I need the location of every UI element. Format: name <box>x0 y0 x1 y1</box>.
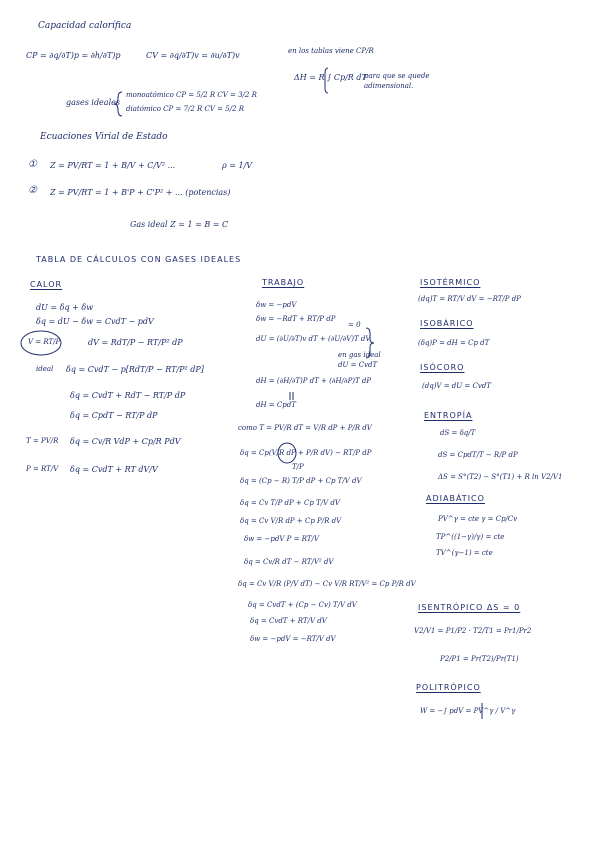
heat-eq-8: δq = CvdT + RT dV/V <box>70 465 158 474</box>
cp-definition: CP = ∂q/∂T)p = ∂h/∂T)p <box>26 51 121 60</box>
adiabatic-eq-3: TV^(γ−1) = cte <box>436 549 493 557</box>
work-eq-8: δq = Cv T/P dP + Cp T/V dV <box>240 499 340 507</box>
isochoric-eq: (dq)V = dU = CvdT <box>422 382 491 390</box>
polytropic-header: POLITRÓPICO <box>416 683 481 692</box>
work-eq-10: δw = −pdV P = RT/V <box>244 535 319 543</box>
heat-eq-7: δq = Cv/R VdP + Cp/R PdV <box>70 437 181 446</box>
monoatomic-values: monoatómico CP = 5/2 R CV = 3/2 R <box>126 91 257 99</box>
work-eq-11: δq = Cv/R dT − RT/V² dV <box>244 558 334 566</box>
dh-cpdt: dH = CpdT <box>256 401 296 409</box>
ideal-gas-case: Gas ideal Z = 1 = B = C <box>130 220 229 229</box>
isobaric-header: ISOBÁRICO <box>420 319 474 328</box>
polytropic-eq: W = −∫ pdV = PV^γ / V^γ <box>420 707 516 715</box>
work-eq-9: δq = Cv V/R dP + Cp P/R dV <box>240 517 342 525</box>
heat-eq-3: dV = RdT/P − RT/P² dP <box>88 338 183 347</box>
work-eq-7: δq = (Cp − R) T/P dP + Cp T/V dV <box>240 477 362 485</box>
dimensionless-note: para que se quede adimensional. <box>364 72 430 90</box>
isothermal-eq: (dq)T = RT/V dV = −RT/P dP <box>418 295 521 303</box>
entropy-eq-2: dS = CpdT/T − R/P dP <box>438 451 518 459</box>
table-note: en los tablas viene CP/R <box>288 47 374 55</box>
isentropic-eq-1: V2/V1 = P1/P2 · T2/T1 = Pr1/Pr2 <box>414 627 532 635</box>
adiabatic-eq-1: PV^γ = cte γ = Cp/Cv <box>438 515 518 523</box>
work-column-header: TRABAJO <box>262 278 305 287</box>
ideal-gas-note: en gas ideal <box>338 351 381 359</box>
work-eq-6: δq = Cp(V/R dP + P/R dV) − RT/P dP <box>240 449 372 457</box>
adiabatic-eq-2: TP^((1−γ)/γ) = cte <box>436 533 505 541</box>
entropy-eq-1: dS = δq/T <box>440 429 476 437</box>
density-relation: ρ = 1/V <box>222 161 253 170</box>
heat-eq-6: δq = CpdT − RT/P dP <box>70 411 158 420</box>
cv-definition: CV = ∂q/∂T)v = ∂u/∂T)v <box>146 51 240 60</box>
zero-note: = 0 <box>348 321 361 329</box>
isobaric-eq: (δq)P = dH = Cp dT <box>418 339 490 347</box>
eq2-number: ② <box>28 185 37 196</box>
virial-eq-2: Z = PV/RT = 1 + B'P + C'P² + ... (potencias) <box>50 188 231 197</box>
heat-eq-2: δq = dU − δw = CvdT − pdV <box>36 317 154 326</box>
du-cvdt: dU = CvdT <box>338 361 378 369</box>
entropy-header: ENTROPÍA <box>424 411 473 420</box>
isentropic-eq-2: P2/P1 = Pr(T2)/Pr(T1) <box>440 655 519 663</box>
work-eq-2: δw = −RdT + RT/P dP <box>256 315 336 323</box>
ideal-volume-relation: V = RT/P <box>28 338 61 346</box>
entropy-eq-3: ΔS = S°(T2) − S°(T1) + R ln V2/V1 <box>438 473 563 481</box>
pressure-relation: P = RT/V <box>26 465 59 473</box>
t-over-p-note: T/P <box>292 463 304 471</box>
work-eq-4: dH = (∂H/∂T)P dT + (∂H/∂P)T dP <box>256 377 372 385</box>
heat-eq-4: δq = CvdT − p[RdT/P − RT/P² dP] <box>66 365 204 374</box>
section-title-heat-capacity: Capacidad calorífica <box>38 21 132 31</box>
isothermal-header: ISOTÉRMICO <box>420 278 481 287</box>
heat-eq-1: dU = δq + δw <box>36 303 94 312</box>
virial-eq-1: Z = PV/RT = 1 + B/V + C/V² ... <box>50 161 176 170</box>
heat-column-header: CALOR <box>30 280 63 289</box>
work-eq-14: δq = CvdT + RT/V dV <box>250 617 327 625</box>
heat-eq-5: δq = CvdT + RdT − RT/P dP <box>70 391 186 400</box>
work-eq-13: δq = CvdT + (Cp − Cv) T/V dV <box>248 601 357 609</box>
eq1-number: ① <box>28 159 37 170</box>
work-eq-3: dU = (∂U/∂T)v dT + (∂U/∂V)T dV <box>256 335 371 343</box>
isentropic-header: ISENTRÓPICO ΔS = 0 <box>418 603 521 612</box>
diatomic-values: diatómico CP = 7/2 R CV = 5/2 R <box>126 105 245 113</box>
work-eq-5: como T = PV/R dT = V/R dP + P/R dV <box>238 424 372 432</box>
table-title: TABLA DE CÁLCULOS CON GASES IDEALES <box>36 255 242 264</box>
work-eq-12: δq = Cv V/R (P/V dT) − Cv V/R RT/V² = Cp P/R dV <box>238 580 416 588</box>
work-eq-15: δw = −pdV = −RT/V dV <box>250 635 336 643</box>
temperature-relation: T = PV/R <box>26 437 59 445</box>
ideal-gases-label: gases ideales <box>66 98 120 107</box>
ideal-note: ideal <box>36 365 54 373</box>
enthalpy-integral: ΔH = R ∫ Cp/R dT <box>294 73 367 82</box>
work-eq-1: δw = −pdV <box>256 301 297 309</box>
section-title-virial: Ecuaciones Virial de Estado <box>40 132 168 142</box>
isochoric-header: ISÓCORO <box>420 363 465 372</box>
adiabatic-header: ADIABÁTICO <box>426 494 485 503</box>
